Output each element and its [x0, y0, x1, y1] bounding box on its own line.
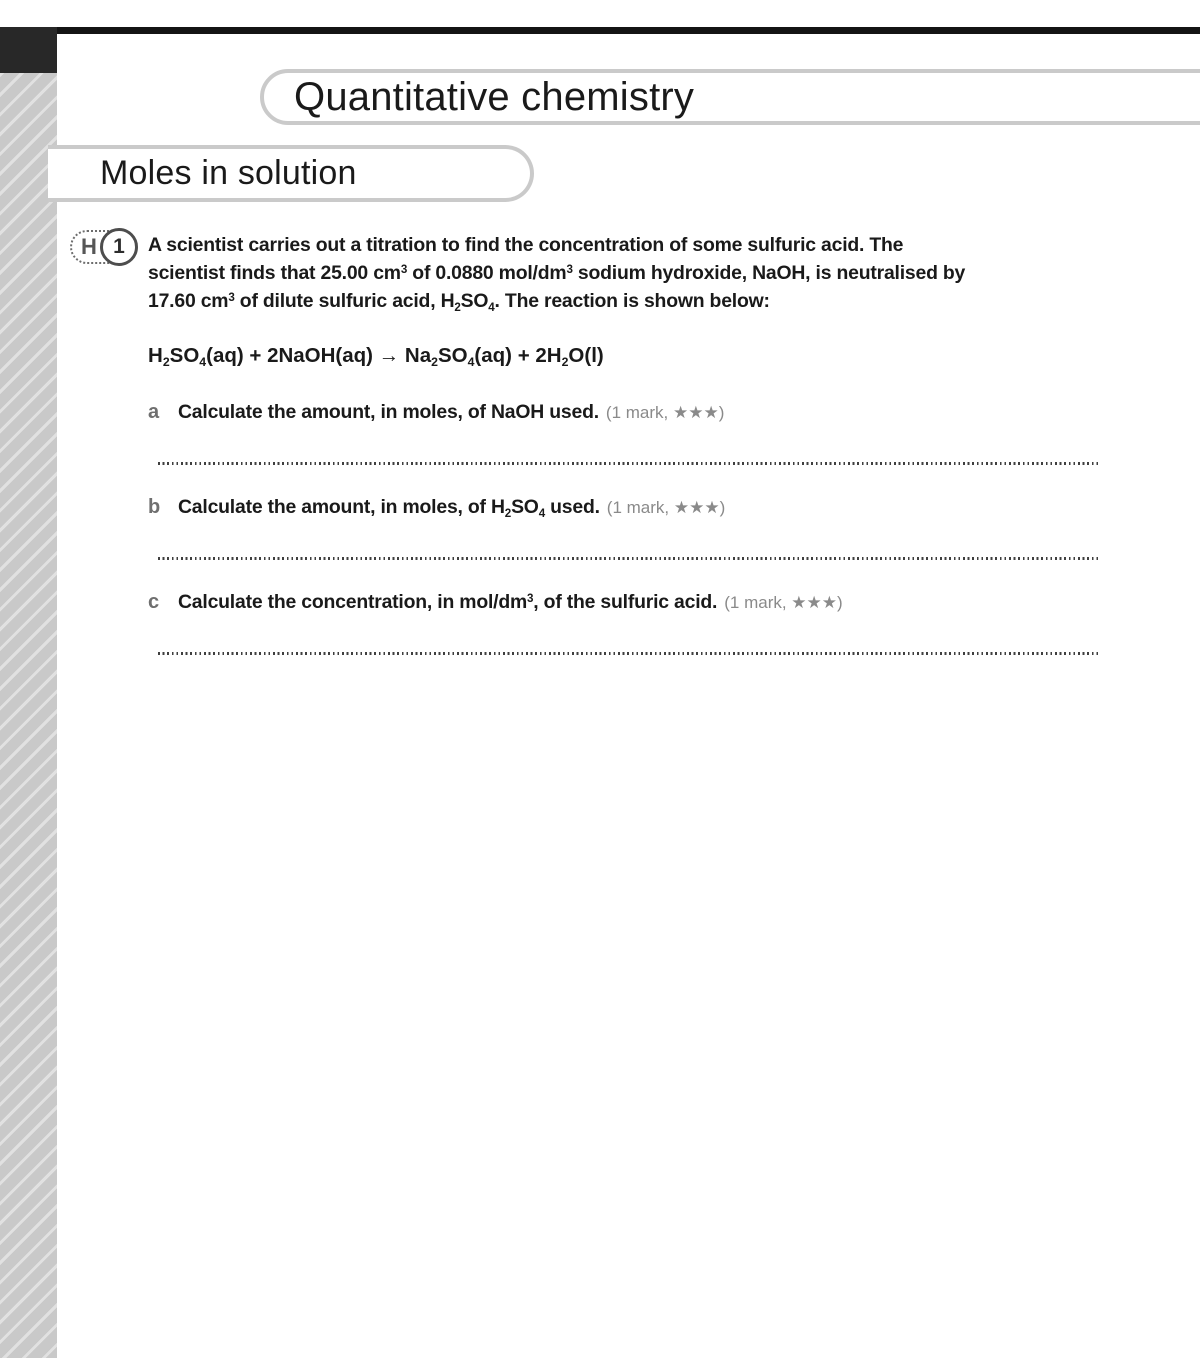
hatched-margin-strip — [0, 73, 57, 1358]
top-rule — [0, 27, 1200, 34]
question-number: 1 — [113, 235, 125, 258]
question-part — [148, 401, 1100, 465]
answer-line — [158, 462, 1100, 465]
part-marks: (1 mark, ★★★) — [606, 498, 726, 517]
part-row — [148, 496, 1100, 519]
part-marks: (1 mark, ★★★) — [605, 403, 725, 422]
question-part — [148, 591, 1100, 655]
question-intro — [148, 231, 1128, 315]
part-row — [148, 401, 1100, 424]
question-parts — [148, 401, 1100, 686]
part-letter: b — [148, 496, 161, 518]
question-intro-line: 17.60 $cm^3$ of dilute sulfuric acid, $H_2SO_4$. The reaction is shown below: — [148, 290, 770, 314]
answer-line — [158, 557, 1100, 560]
part-text: Calculate the amount, in moles, of $H_2SO_4$ used. — [178, 496, 600, 520]
part-text: Calculate the concentration, in mol/$dm^3$, of the sulfuric acid. — [178, 591, 718, 613]
part-marks: (1 mark, ★★★) — [724, 593, 843, 612]
higher-tier-label: H — [81, 234, 97, 259]
question-intro-line: A scientist carries out a titration to find the concentration of some sulfuric acid. The — [148, 234, 904, 256]
section-title: Moles in solution — [100, 154, 357, 192]
part-letter: a — [148, 401, 160, 423]
corner-block — [0, 27, 57, 73]
chapter-title-banner — [260, 69, 1200, 125]
question-part — [148, 496, 1100, 560]
part-row — [148, 591, 1100, 614]
section-title-banner — [48, 145, 534, 202]
answer-line — [158, 652, 1100, 655]
chemical-equation: $H_2SO_4(aq)$ + 2NaOH(aq) → $Na_2SO_4(aq) + 2H_2O(l)$ — [148, 344, 604, 370]
part-letter: c — [148, 591, 160, 613]
higher-tier-question-badge — [70, 228, 140, 266]
question-number-circle — [100, 228, 138, 266]
question-intro-line: scientist finds that 25.00 $cm^3$ of 0.0880 mol/$dm^3$ sodium hydroxide, NaOH, is neutralised by — [148, 262, 966, 284]
chapter-title: Quantitative chemistry — [294, 74, 695, 119]
part-text: Calculate the amount, in moles, of NaOH used. — [178, 401, 599, 423]
